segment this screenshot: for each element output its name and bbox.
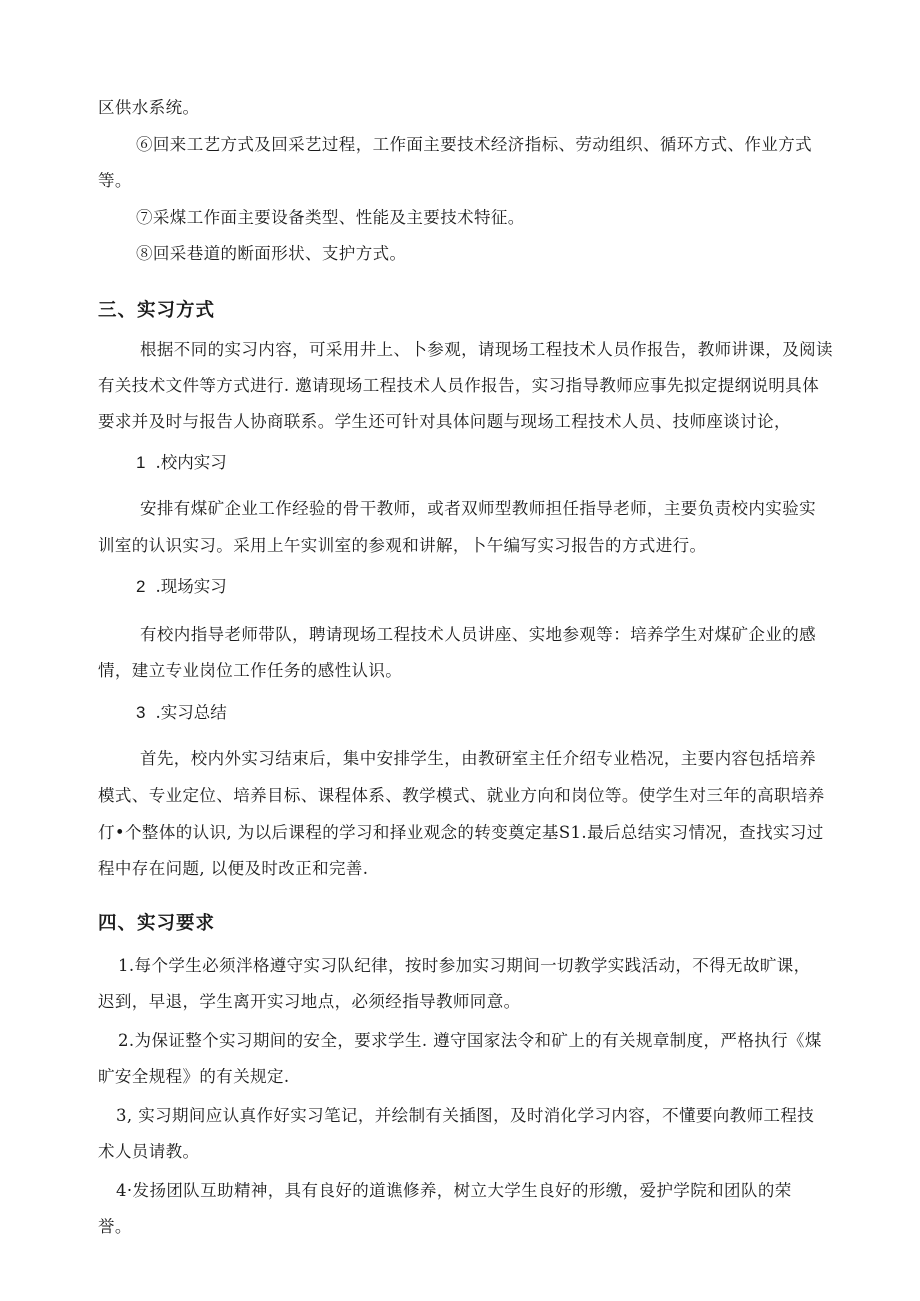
subsection-label: .校内实习 (155, 453, 227, 472)
subsection-label: .实习总结 (155, 703, 227, 722)
list-item-line: 3, 实习期间应认真作好实习笔记，并绘制有关插图，及时消化学习内容，不懂要向教师工程技 (116, 1106, 815, 1125)
paragraph-line: 根据不同的实习内容，可采用井上、卜参观，请现场工程技术人员作报告，教师讲课，及阅读 (140, 340, 833, 359)
paragraph-line: 情，建立专业岗位工作任务的感性认识。 (98, 661, 403, 680)
subsection-label: .现场实习 (155, 577, 227, 596)
paragraph-line: 有关技术文件等方式进行. 邀请现场工程技术人员作报告，实习指导教师应事先拟定提纲说明具体 (98, 376, 820, 395)
subsection-title (136, 702, 227, 724)
text-line: ⑥回来工艺方式及回采艺过程，工作面主要技术经济指标、劳动组织、循环方式、作业方式 (136, 135, 812, 154)
text-line: 区供水系统。 (98, 98, 200, 117)
paragraph-line: 有校内指导老师带队，聘请现场工程技术人员讲座、实地参观等：培养学生对煤矿企业的感 (140, 625, 816, 644)
list-item-line: 术人员请教。 (98, 1142, 200, 1161)
section-heading: 四、实习要求 (98, 913, 216, 934)
text-line: ⑦采煤工作面主要设备类型、性能及主要技术特征。 (136, 208, 525, 227)
text-line: ⑧回采巷道的断面形状、支护方式。 (136, 244, 407, 263)
subsection-title (136, 576, 227, 598)
list-item-line: 2.为保证整个实习期间的安全，要求学生. 遵守国家法令和矿上的有关规章制度，严格执行《煤 (118, 1031, 822, 1050)
paragraph-line: 模式、专业定位、培养目标、课程体系、教学模式、就业方向和岗位等。使学生对三年的高职培养 (98, 786, 825, 805)
paragraph-line: 仃•个整体的认识, 为以后课程的学习和择业观念的转变奠定基S1.最后总结实习情况，查找实习过 (98, 823, 824, 842)
subsection-title (136, 452, 227, 474)
subsection-number: 2 (136, 577, 146, 596)
section-heading: 三、实习方式 (98, 300, 216, 321)
list-item-line: 迟到，早退，学生离开实习地点，必须经指导教师同意。 (98, 992, 521, 1011)
paragraph-line: 训室的认识实习。采用上午实训室的参观和讲解，卜午编写实习报告的方式进行。 (98, 536, 707, 555)
list-item-line: 誉。 (98, 1217, 132, 1236)
list-item-line: 1.每个学生必须泮格遵守实习队纪律，按时参加实习期间一切教学实践活动，不得无故旷课， (118, 956, 811, 975)
paragraph-line: 首先，校内外实习结束后，集中安排学生，由教研室主任介绍专业梏况，主要内容包括培养 (140, 749, 816, 768)
subsection-number: 1 (136, 453, 146, 472)
subsection-number: 3 (136, 703, 146, 722)
list-item-line: 旷安全规程》的有关规定. (98, 1067, 290, 1086)
text-line: 等。 (98, 171, 132, 190)
paragraph-line: 程中存在问题, 以便及时改正和完善. (98, 859, 369, 878)
list-item-line: 4·发扬团队互助精神，具有良好的道谯修养，树立大学生良好的形缴，爱护学院和团队的荣 (116, 1181, 792, 1200)
paragraph-line: 要求并及时与报告人协商联系。学生还可针对具体问题与现场工程技术人员、技师座谈讨论， (98, 412, 791, 431)
paragraph-line: 安排有煤矿企业工作经验的骨干教师，或者双师型教师担任指导老师，主要负责校内实验实 (140, 499, 816, 518)
